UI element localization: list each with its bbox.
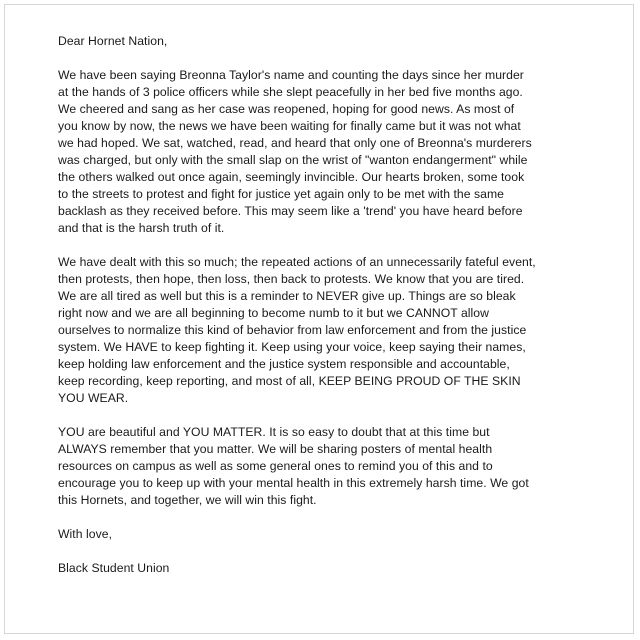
- paragraph-line: was charged, but only with the small slap on the wrist of "wanton endangerment" while: [58, 153, 528, 167]
- paragraph-line: and that is the harsh truth of it.: [58, 221, 225, 235]
- paragraph-line: then protests, then hope, then loss, then back to protests. We know that you are tired.: [58, 272, 525, 286]
- letter-frame: [4, 4, 634, 634]
- closing: With love,: [58, 527, 113, 541]
- paragraph-line: YOU are beautiful and YOU MATTER. It is so easy to doubt that at this time but: [58, 425, 490, 439]
- paragraph-line: to the streets to protest and fight for justice yet again only to be met with the same: [58, 187, 504, 201]
- paragraph-line: YOU WEAR.: [58, 391, 129, 405]
- letter-body: [58, 33, 606, 594]
- paragraph-line: you know by now, the news we have been waiting for finally came but it was not what: [58, 119, 521, 133]
- paragraph-line: right now and we are all beginning to become numb to it but we CANNOT allow: [58, 306, 489, 320]
- paragraph-line: system. We HAVE to keep fighting it. Keep using your voice, keep saying their names,: [58, 340, 526, 354]
- paragraph-line: We cheered and sang as her case was reopened, hoping for good news. As most of: [58, 102, 515, 116]
- signature: Black Student Union: [58, 561, 170, 575]
- paragraph-line: resources on campus as well as some general ones to remind you of this and to: [58, 459, 493, 473]
- paragraph-line: keep holding law enforcement and the justice system responsible and accountable,: [58, 357, 510, 371]
- salutation: Dear Hornet Nation,: [58, 34, 168, 48]
- paragraph-line: We have dealt with this so much; the repeated actions of an unnecessarily fateful event,: [58, 255, 536, 269]
- paragraph-line: we had hoped. We sat, watched, read, and heard that only one of Breonna's murderers: [58, 136, 532, 150]
- paragraph-3: [58, 424, 606, 509]
- paragraph-line: ALWAYS remember that you matter. We will be sharing posters of mental health: [58, 442, 493, 456]
- paragraph-line: the others walked out once again, seemingly invincible. Our hearts broken, some took: [58, 170, 525, 184]
- paragraph-2: [58, 254, 606, 407]
- paragraph-line: ourselves to normalize this kind of behavior from law enforcement and from the justice: [58, 323, 527, 337]
- paragraph-line: this Hornets, and together, we will win this fight.: [58, 493, 317, 507]
- paragraph-line: We have been saying Breonna Taylor's name and counting the days since her murder: [58, 68, 524, 82]
- paragraph-line: We are all tired as well but this is a reminder to NEVER give up. Things are so bleak: [58, 289, 516, 303]
- paragraph-line: keep recording, keep reporting, and most of all, KEEP BEING PROUD OF THE SKIN: [58, 374, 521, 388]
- paragraph-1: [58, 67, 606, 237]
- paragraph-line: backlash as they received before. This may seem like a 'trend' you have heard before: [58, 204, 523, 218]
- paragraph-line: encourage you to keep up with your mental health in this extremely harsh time. We got: [58, 476, 529, 490]
- paragraph-line: at the hands of 3 police officers while she slept peacefully in her bed five months ago.: [58, 85, 523, 99]
